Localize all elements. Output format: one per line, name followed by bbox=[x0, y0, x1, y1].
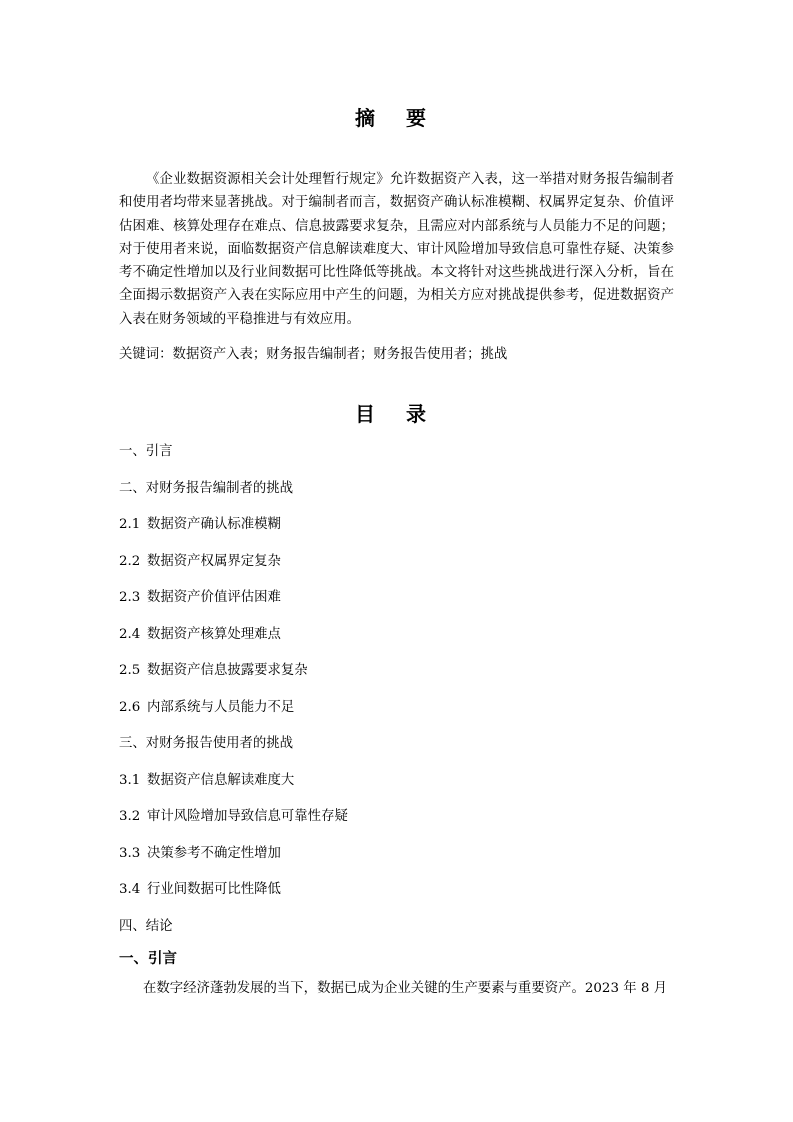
toc-item bbox=[119, 842, 679, 879]
toc-item-text: 行业间数据可比性降低 bbox=[147, 882, 281, 897]
toc-item-text: 数据资产信息解读难度大 bbox=[147, 772, 295, 788]
table-of-contents bbox=[119, 440, 679, 951]
section-body-paragraph: 在数字经济蓬勃发展的当下，数据已成为企业关键的生产要素与重要资产。2023 年 8 月 bbox=[143, 981, 668, 996]
toc-title: 目 录 bbox=[355, 402, 438, 426]
toc-item-text: 数据资产确认标准模糊 bbox=[147, 517, 281, 532]
toc-item bbox=[119, 878, 679, 915]
toc-item-number: 2.3 bbox=[119, 590, 141, 605]
toc-item-text: 一、引言 bbox=[119, 444, 173, 459]
keywords-line: 关键词：数据资产入表；财务报告编制者；财务报告使用者；挑战 bbox=[119, 347, 508, 362]
toc-item-text: 审计风险增加导致信息可靠性存疑 bbox=[147, 809, 348, 824]
section-heading: 一、引言 bbox=[119, 951, 177, 967]
toc-item bbox=[119, 477, 679, 514]
toc-item-number: 3.4 bbox=[119, 882, 141, 897]
toc-item bbox=[119, 586, 679, 623]
toc-item-number: 2.1 bbox=[119, 517, 141, 532]
toc-item bbox=[119, 696, 679, 733]
toc-item-number: 2.2 bbox=[119, 553, 141, 569]
toc-item-text: 二、对财务报告编制者的挑战 bbox=[119, 480, 294, 496]
toc-item bbox=[119, 440, 679, 477]
abstract-body: 《企业数据资源相关会计处理暂行规定》允许数据资产入表，这一举措对财务报告编制者和使用者均带来显著挑战。对于编制者而言，数据资产确认标准模糊、权属界定复杂、价值评估困难、核算处理存在难点、信息披露要求复杂，且需应对内部系统与人员能力不足的问题；对于使用者来说，面临数据资产信息解读难度大、审计风险增加导致信息可靠性存疑、决策参考不确定性增加以及行业间数据可比性降低等挑战。本文将针对这些挑战进行深入分析，旨在全面揭示数据资产入表在实际应用中产生的问题，为相关方应对挑战提供参考，促进数据资产入表在财务领域的平稳推进与有效应用。 bbox=[119, 172, 674, 327]
toc-item-number: 2.5 bbox=[119, 663, 141, 678]
toc-item bbox=[119, 769, 679, 806]
toc-item-text: 四、结论 bbox=[119, 918, 173, 934]
toc-item-text: 数据资产信息披露要求复杂 bbox=[147, 663, 308, 678]
toc-item-number: 3.2 bbox=[119, 809, 141, 824]
toc-item-number: 2.4 bbox=[119, 626, 141, 642]
toc-item-text: 决策参考不确定性增加 bbox=[147, 845, 281, 861]
toc-item bbox=[119, 732, 679, 769]
abstract-title: 摘 要 bbox=[355, 106, 438, 130]
toc-item-number: 3.1 bbox=[119, 772, 141, 788]
toc-item-number: 2.6 bbox=[119, 699, 141, 715]
toc-item bbox=[119, 550, 679, 587]
toc-item bbox=[119, 915, 679, 952]
toc-item-text: 数据资产权属界定复杂 bbox=[147, 553, 281, 569]
toc-item-text: 数据资产核算处理难点 bbox=[147, 626, 281, 642]
toc-item bbox=[119, 623, 679, 660]
toc-item-text: 数据资产价值评估困难 bbox=[147, 590, 281, 605]
toc-item bbox=[119, 513, 679, 550]
toc-item-text: 内部系统与人员能力不足 bbox=[147, 699, 295, 715]
toc-item-number: 3.3 bbox=[119, 845, 141, 861]
toc-item-text: 三、对财务报告使用者的挑战 bbox=[119, 736, 294, 751]
toc-item bbox=[119, 805, 679, 842]
toc-item bbox=[119, 659, 679, 696]
